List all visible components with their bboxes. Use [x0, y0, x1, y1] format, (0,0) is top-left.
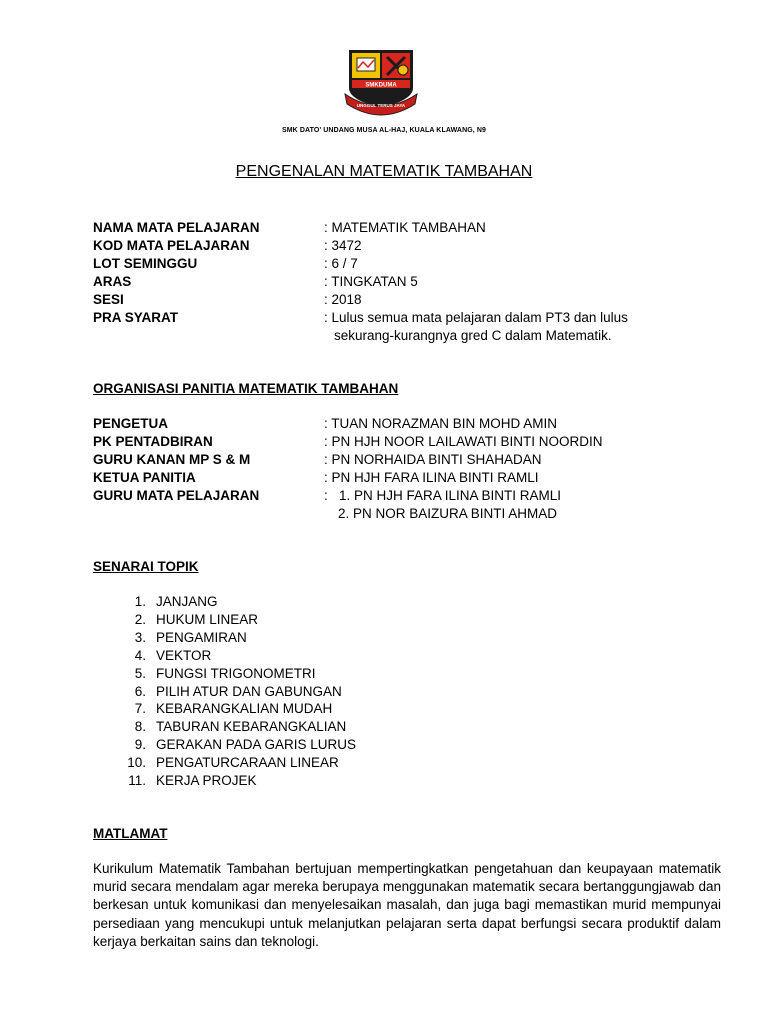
topik-item: KEBARANGKALIAN MUDAH: [156, 701, 333, 716]
org-value-guru-cont: 2. PN NOR BAIZURA BINTI AHMAD: [338, 506, 558, 521]
organisasi-heading: ORGANISASI PANITIA MATEMATIK TAMBAHAN: [93, 381, 399, 396]
topik-item: PENGAMIRAN: [156, 630, 247, 645]
logo-text: SMKDUMA: [365, 82, 397, 89]
info-value-prasyarat-cont: sekurang-kurangnya gred C dalam Matematik.: [334, 328, 612, 343]
info-label-kod: KOD MATA PELAJARAN: [93, 238, 250, 253]
org-label-pengetua: PENGETUA: [93, 416, 169, 431]
info-value-lot: : 6 / 7: [324, 256, 358, 271]
topik-num: 7.: [134, 701, 146, 716]
school-name: SMK DATO' UNDANG MUSA AL-HAJ, KUALA KLAWANG, N9: [281, 127, 487, 134]
topik-num: 3.: [134, 630, 146, 645]
info-label-aras: ARAS: [93, 274, 132, 289]
topik-item: FUNGSI TRIGONOMETRI: [156, 666, 316, 681]
info-label-lot: LOT SEMINGGU: [93, 256, 198, 271]
org-value-pk: : PN HJH NOOR LAILAWATI BINTI NOORDIN: [324, 434, 603, 449]
info-label-nama: NAMA MATA PELAJARAN: [93, 220, 260, 235]
topik-num: 6.: [134, 684, 146, 699]
logo-ribbon-text: UNGGUL TERUS JAYA: [356, 103, 406, 108]
topik-item: HUKUM LINEAR: [156, 612, 259, 627]
org-label-guru: GURU MATA PELAJARAN: [93, 488, 260, 503]
topik-item: JANJANG: [156, 594, 218, 609]
org-value-guru: : 1. PN HJH FARA ILINA BINTI RAMLI: [324, 488, 562, 503]
topik-item: PILIH ATUR DAN GABUNGAN: [156, 684, 342, 699]
topik-item: TABURAN KEBARANGKALIAN: [156, 719, 347, 734]
topik-num: 11.: [128, 773, 146, 788]
topik-num: 2.: [134, 612, 146, 627]
org-label-ketua: KETUA PANITIA: [93, 470, 196, 485]
topik-item: GERAKAN PADA GARIS LURUS: [156, 737, 357, 752]
info-value-prasyarat: : Lulus semua mata pelajaran dalam PT3 dan lulus: [324, 310, 628, 325]
info-value-aras: : TINGKATAN 5: [324, 274, 418, 289]
info-value-nama: : MATEMATIK TAMBAHAN: [324, 220, 486, 235]
topik-num: 10.: [127, 755, 146, 770]
org-label-gk: GURU KANAN MP S & M: [93, 452, 251, 467]
topik-heading: SENARAI TOPIK: [93, 559, 199, 574]
topik-item: VEKTOR: [156, 648, 212, 663]
page-title: PENGENALAN MATEMATIK TAMBAHAN: [235, 163, 533, 180]
org-value-ketua: : PN HJH FARA ILINA BINTI RAMLI: [324, 470, 539, 485]
topik-num: 8.: [134, 719, 146, 734]
info-value-kod: : 3472: [324, 238, 362, 253]
school-crest-logo: [343, 48, 419, 120]
matlamat-heading: MATLAMAT: [93, 826, 168, 841]
topik-num: 5.: [134, 666, 146, 681]
topik-num: 9.: [134, 737, 146, 752]
topik-item: KERJA PROJEK: [156, 773, 257, 788]
org-value-pengetua: : TUAN NORAZMAN BIN MOHD AMIN: [324, 416, 558, 431]
topik-item: PENGATURCARAAN LINEAR: [156, 755, 339, 770]
topik-num: 1.: [134, 594, 146, 609]
matlamat-paragraph: Kurikulum Matematik Tambahan bertujuan mempertingkatkan pengetahuan dan keupayaan matematik murid secara mendalam agar mereka berupaya menggunakan matematik secara bertanggungjawab dan berkesan untuk komunikasi dan menyelesaikan masalah, dan juga bagi memastikan murid mempunyai persediaan yang mencukupi untuk melanjutkan pelajaran serta dapat berfungsi secara produktif dalam kerjaya berkaitan sains dan teknologi.: [93, 861, 721, 949]
topik-num: 4.: [134, 648, 146, 663]
org-label-pk: PK PENTADBIRAN: [93, 434, 213, 449]
info-label-sesi: SESI: [93, 292, 124, 307]
info-value-sesi: : 2018: [324, 292, 362, 307]
info-label-prasyarat: PRA SYARAT: [93, 310, 179, 325]
org-value-gk: : PN NORHAIDA BINTI SHAHADAN: [324, 452, 542, 467]
